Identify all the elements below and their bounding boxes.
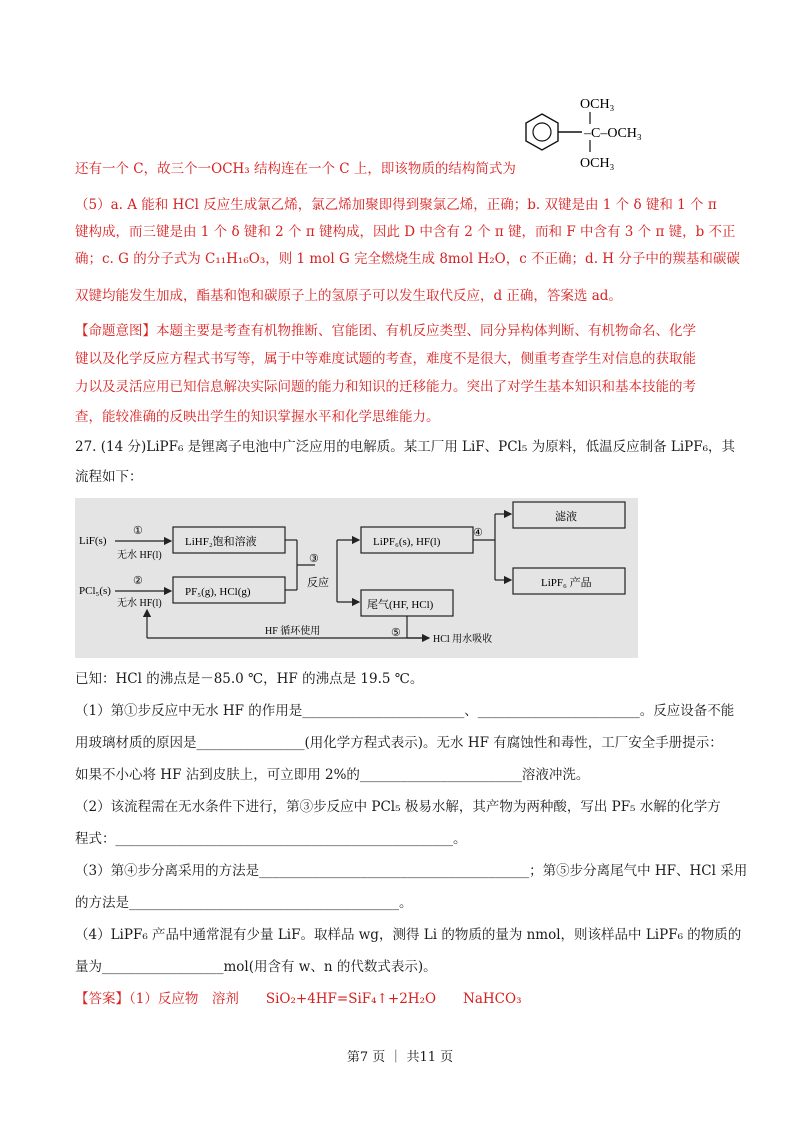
final-answer <box>75 990 522 1008</box>
answer-line-2: （5）a. A 能和 HCl 反应生成氯乙烯，氯乙烯加聚即得到聚氯乙烯，正确；b. 双键是由 1 个 δ 键和 1 个 π <box>75 197 717 213</box>
step-4: ④ <box>473 527 483 539</box>
process-flow-diagram <box>75 498 638 658</box>
box-pf5-label: PF₅(g), HCl(g) <box>185 586 251 598</box>
lif-label: LiF(s) <box>79 535 107 547</box>
q1-line-2: 用玻璃材质的原因是________________(用化学方程式表示)。无水 HF 有腐蚀性和毒性，工厂安全手册提示： <box>75 735 723 751</box>
pcl5-label: PCl₅(s) <box>79 585 111 597</box>
structure-drawing <box>520 92 700 172</box>
box-lipf6-hf-label: LiPF₆(s), HF(l) <box>373 536 441 548</box>
och3-top: OCH₃ <box>580 97 615 112</box>
intent-line-1: 【命题意图】本题主要是考查有机物推断、官能团、有机反应类型、同分异构体判断、有机物命名、化学 <box>75 323 696 339</box>
hcl-label: HCl 用水吸收 <box>433 634 493 645</box>
answer-text: （1）反应物 溶剂 SiO₂+4HF=SiF₄↑+2H₂O NaHCO₃ <box>129 991 522 1007</box>
q3-line-1: （3）第④步分离采用的方法是________________________________________；第⑤步分离尾气中 HF、HCl 采用 <box>75 863 748 879</box>
intent-line-2: 键以及化学反应方程式书写等，属于中等难度试题的考查，难度不是很大，侧重考查学生对信息的获取能 <box>75 351 696 367</box>
step-3: ③ <box>309 553 319 565</box>
intent-line-3: 力以及灵活应用已知信息解决实际问题的能力和知识的迁移能力。突出了对学生基本知识和基本技能的考 <box>75 379 696 395</box>
react-label: 反应 <box>307 577 329 589</box>
box-tailgas-label: 尾气(HF, HCl) <box>367 599 434 611</box>
box-lihf2-label: LiHF₂饱和溶液 <box>185 536 257 548</box>
page-footer: 第7 页 ｜ 共11 页 <box>346 1050 454 1065</box>
och3-bottom: OCH₃ <box>580 156 615 171</box>
q4-line-1: （4）LiPF₆ 产品中通常混有少量 LiF。取样品 wg，测得 Li 的物质的量为 nmol，则该样品中 LiPF₆ 的物质的 <box>75 927 742 943</box>
och3-mid: –C–OCH₃ <box>584 126 642 141</box>
answer-line-3: 键构成，而三键是由 1 个 δ 键和 2 个 π 键构成，因此 D 中含有 2 个 π 键，而和 F 中含有 3 个 π 键，b 不正 <box>75 224 736 240</box>
structural-formula <box>520 92 700 172</box>
box-product-label: LiPF₆ 产品 <box>541 577 592 589</box>
answer-label: 【答案】 <box>75 991 129 1007</box>
recycle-label: HF 循环使用 <box>265 626 321 637</box>
question-27-line-2: 流程如下： <box>75 469 143 485</box>
known-line: 已知：HCl 的沸点是－85.0 ℃，HF 的沸点是 19.5 ℃。 <box>75 671 424 687</box>
answer-line-4: 确；c. G 的分子式为 C₁₁H₁₆O₃，则 1 mol G 完全燃烧生成 8mol H₂O，c 不正确；d. H 分子中的羰基和碳碳 <box>75 251 740 267</box>
q2-line-1: （2）该流程需在无水条件下进行，第③步反应中 PCl₅ 极易水解，其产物为两种酸，写出 PF₅ 水解的化学方 <box>75 799 721 815</box>
step-2: ② <box>133 575 143 587</box>
q2-line-2: 程式：__________________________________________________。 <box>75 831 467 847</box>
box-filtrate-label: 滤液 <box>555 511 577 523</box>
step-5: ⑤ <box>391 627 401 639</box>
q3-line-2: 的方法是________________________________________。 <box>75 895 413 911</box>
answer-line-5: 双键均能发生加成，酯基和饱和碳原子上的氢原子可以发生取代反应，d 正确，答案选 ad。 <box>75 288 622 304</box>
q1-line-3: 如果不小心将 HF 沾到皮肤上，可立即用 2%的________________________溶液冲洗。 <box>75 767 590 783</box>
answer-line-1: 还有一个 C，故三个一OCH₃ 结构连在一个 C 上，即该物质的结构简式为 <box>75 161 516 177</box>
q1-line-1: （1）第①步反应中无水 HF 的作用是________________________、________________________。反应设备不能 <box>75 703 735 719</box>
hf-label-2: 无水 HF(l) <box>117 598 162 609</box>
intent-line-4: 查，能较准确的反映出学生的知识掌握水平和化学思维能力。 <box>75 409 440 425</box>
step-1: ① <box>133 525 143 537</box>
q4-line-2: 量为__________________mol(用含有 w、n 的代数式表示)。 <box>75 959 437 975</box>
hf-label-1: 无水 HF(l) <box>117 550 162 561</box>
question-27-line-1: 27. (14 分)LiPF₆ 是锂离子电池中广泛应用的电解质。某工厂用 LiF、PCl₅ 为原料，低温反应制备 LiPF₆，其 <box>75 439 736 455</box>
